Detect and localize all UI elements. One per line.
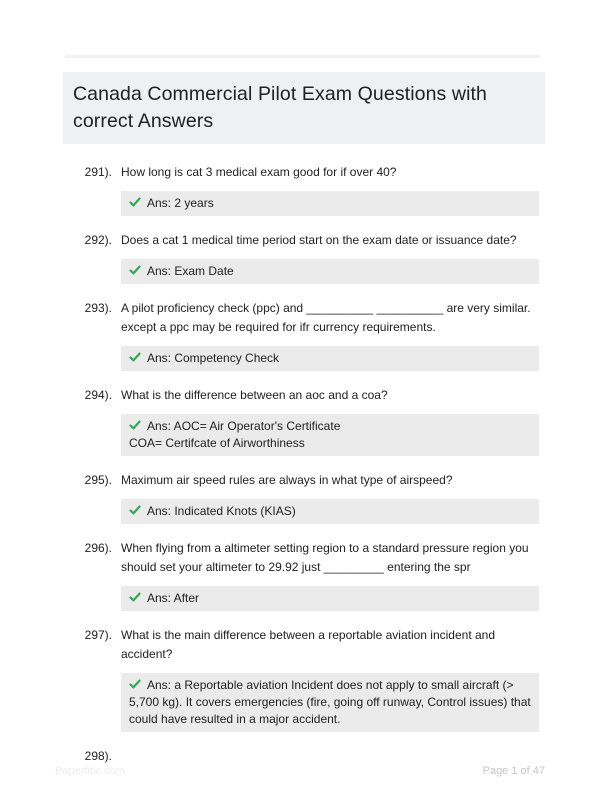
check-icon	[129, 196, 141, 208]
question-number: 297).	[84, 628, 112, 642]
answer-text: Ans: a Reportable aviation Incident does not apply to small aircraft (> 5,700 kg). It covers emergencies (fire, going off runway, Control issues) that could have resulted in a major accident.	[129, 678, 531, 726]
answer-text: Ans: 2 years	[147, 196, 214, 210]
question-text: When flying from a altimeter setting region to a standard pressure region you should set your altimeter to 29.92 just _________ entering the spr	[121, 541, 529, 574]
question-item	[84, 539, 539, 611]
question-item	[84, 471, 539, 524]
answer-box	[121, 191, 539, 216]
answer-text-continued: COA= Certifcate of Airworthiness	[129, 436, 305, 450]
check-icon	[129, 591, 141, 603]
question-text: How long is cat 3 medical exam good for if over 40?	[121, 165, 397, 179]
answer-box	[121, 586, 539, 611]
answer-box	[121, 414, 539, 456]
check-icon	[129, 504, 141, 516]
question-number: 296).	[84, 541, 112, 555]
answer-text: Ans: AOC= Air Operator's Certificate	[147, 419, 341, 433]
answer-text: Ans: Competency Check	[147, 351, 280, 365]
question-item	[84, 386, 539, 456]
question-text: What is the difference between an aoc and a coa?	[121, 388, 388, 402]
question-list	[84, 163, 539, 781]
question-number: 291).	[84, 165, 112, 179]
question-number: 292).	[84, 233, 112, 247]
question-text: A pilot proficiency check (ppc) and __________ __________ are very similar. except a ppc may be required for ifr currency requirements.	[121, 301, 531, 334]
top-divider	[65, 55, 541, 58]
answer-box	[121, 673, 539, 732]
question-item	[84, 163, 539, 216]
question-number: 294).	[84, 388, 112, 402]
page-footer	[0, 763, 606, 783]
question-text: What is the main difference between a reportable aviation incident and accident?	[121, 628, 496, 661]
check-icon	[129, 678, 141, 690]
question-item	[84, 626, 539, 732]
question-number: 295).	[84, 473, 112, 487]
check-icon	[129, 264, 141, 276]
check-icon	[129, 351, 141, 363]
check-icon	[129, 419, 141, 431]
answer-box	[121, 499, 539, 524]
question-item	[84, 299, 539, 371]
answer-box	[121, 259, 539, 284]
question-text: Does a cat 1 medical time period start on the exam date or issuance date?	[121, 233, 517, 247]
answer-text: Ans: Indicated Knots (KIAS)	[147, 504, 296, 518]
answer-text: Ans: Exam Date	[147, 264, 234, 278]
document-title: Canada Commercial Pilot Exam Questions with correct Answers	[63, 72, 545, 144]
answer-box	[121, 346, 539, 371]
page-number: Page 1 of 47	[482, 765, 545, 777]
question-number: 298).	[84, 749, 112, 763]
question-text: Maximum air speed rules are always in what type of airspeed?	[121, 473, 453, 487]
answer-text: Ans: After	[147, 591, 200, 605]
watermark-text: Paperfitic.com	[55, 765, 125, 777]
question-number: 293).	[84, 301, 112, 315]
question-item	[84, 231, 539, 284]
